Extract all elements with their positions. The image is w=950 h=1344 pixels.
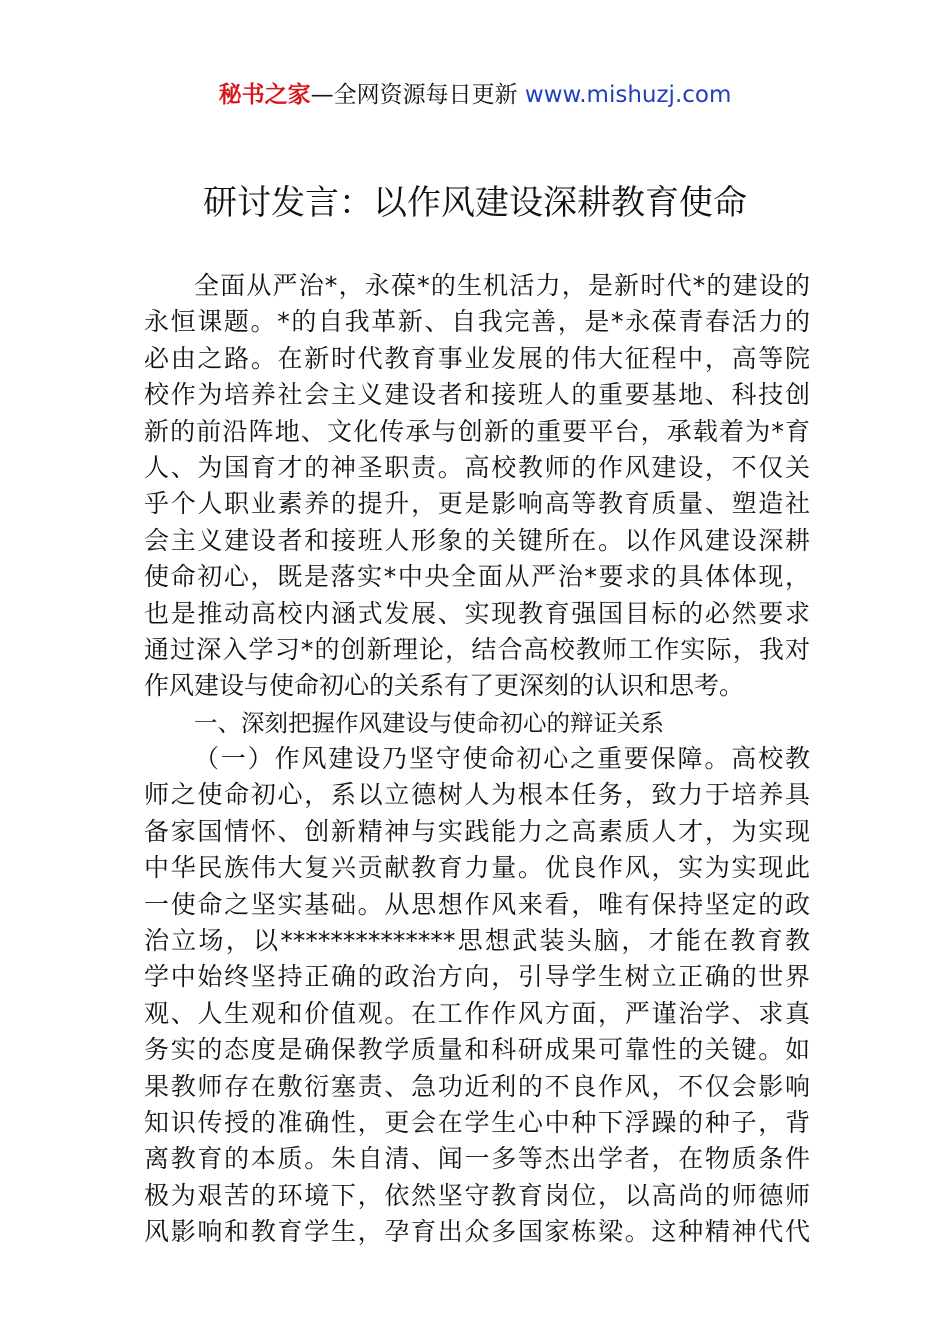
body-line: 通过深入学习*的创新理论，结合高校教师工作实际，我对 — [144, 634, 810, 664]
body-line: 中华民族伟大复兴贡献教育力量。优良作风，实为实现此 — [144, 853, 810, 883]
section-heading: 一、深刻把握作风建设与使命初心的辩证关系 — [194, 708, 664, 737]
body-line: 会主义建设者和接班人形象的关键所在。以作风建设深耕 — [144, 525, 810, 555]
body-line: 永恒课题。*的自我革新、自我完善，是*永葆青春活力的 — [144, 307, 810, 337]
body-line: 知识传授的准确性，更会在学生心中种下浮躁的种子，背 — [144, 1107, 810, 1137]
body-line: 果教师存在敷衍塞责、急功近利的不良作风，不仅会影响 — [144, 1071, 810, 1101]
site-brand: 秘书之家 — [218, 82, 311, 108]
body-line: 备家国情怀、创新精神与实践能力之高素质人才，为实现 — [144, 816, 810, 846]
body-line: 一使命之坚实基础。从思想作风来看，唯有保持坚定的政 — [144, 889, 810, 919]
body-line: 校作为培养社会主义建设者和接班人的重要基地、科技创 — [144, 380, 810, 410]
body-line: 作风建设与使命初心的关系有了更深刻的认识和思考。 — [144, 671, 745, 701]
document-body — [144, 268, 810, 1251]
body-line: 新的前沿阵地、文化传承与创新的重要平台，承载着为*育 — [144, 416, 810, 446]
body-line: 极为艰苦的环境下，依然坚守教育岗位，以高尚的师德师 — [144, 1180, 810, 1210]
site-tagline: —全网资源每日更新 — [310, 82, 518, 108]
document-title: 研讨发言：以作风建设深耕教育使命 — [203, 183, 747, 223]
body-line: 务实的态度是确保教学质量和科研成果可靠性的关键。如 — [144, 1035, 810, 1065]
site-header — [0, 78, 950, 112]
body-line: 人、为国育才的神圣职责。高校教师的作风建设，不仅关 — [144, 452, 810, 482]
body-line: 乎个人职业素养的提升，更是影响高等教育质量、塑造社 — [144, 489, 810, 519]
subsection-heading-line: （一）作风建设乃坚守使命初心之重要保障。高校教 — [194, 744, 810, 774]
body-line: 也是推动高校内涵式发展、实现教育强国目标的必然要求 — [144, 598, 810, 628]
body-line: 治立场，以**************思想武装头脑，才能在教育教 — [144, 926, 810, 956]
body-line: 风影响和教育学生，孕育出众多国家栋梁。这种精神代代 — [144, 1217, 810, 1247]
body-line: 学中始终坚持正确的政治方向，引导学生树立正确的世界 — [144, 962, 810, 992]
body-line: 必由之路。在新时代教育事业发展的伟大征程中，高等院 — [144, 343, 810, 373]
site-url-link[interactable]: www.mishuzj.com — [524, 82, 732, 108]
body-line: 全面从严治*，永葆*的生机活力，是新时代*的建设的 — [194, 271, 810, 300]
body-line: 师之使命初心，系以立德树人为根本任务，致力于培养具 — [144, 780, 810, 810]
body-line: 使命初心，既是落实*中央全面从严治*要求的具体体现， — [144, 562, 810, 592]
body-line: 观、人生观和价值观。在工作作风方面，严谨治学、求真 — [144, 998, 810, 1028]
body-line: 离教育的本质。朱自清、闻一多等杰出学者，在物质条件 — [144, 1144, 810, 1174]
